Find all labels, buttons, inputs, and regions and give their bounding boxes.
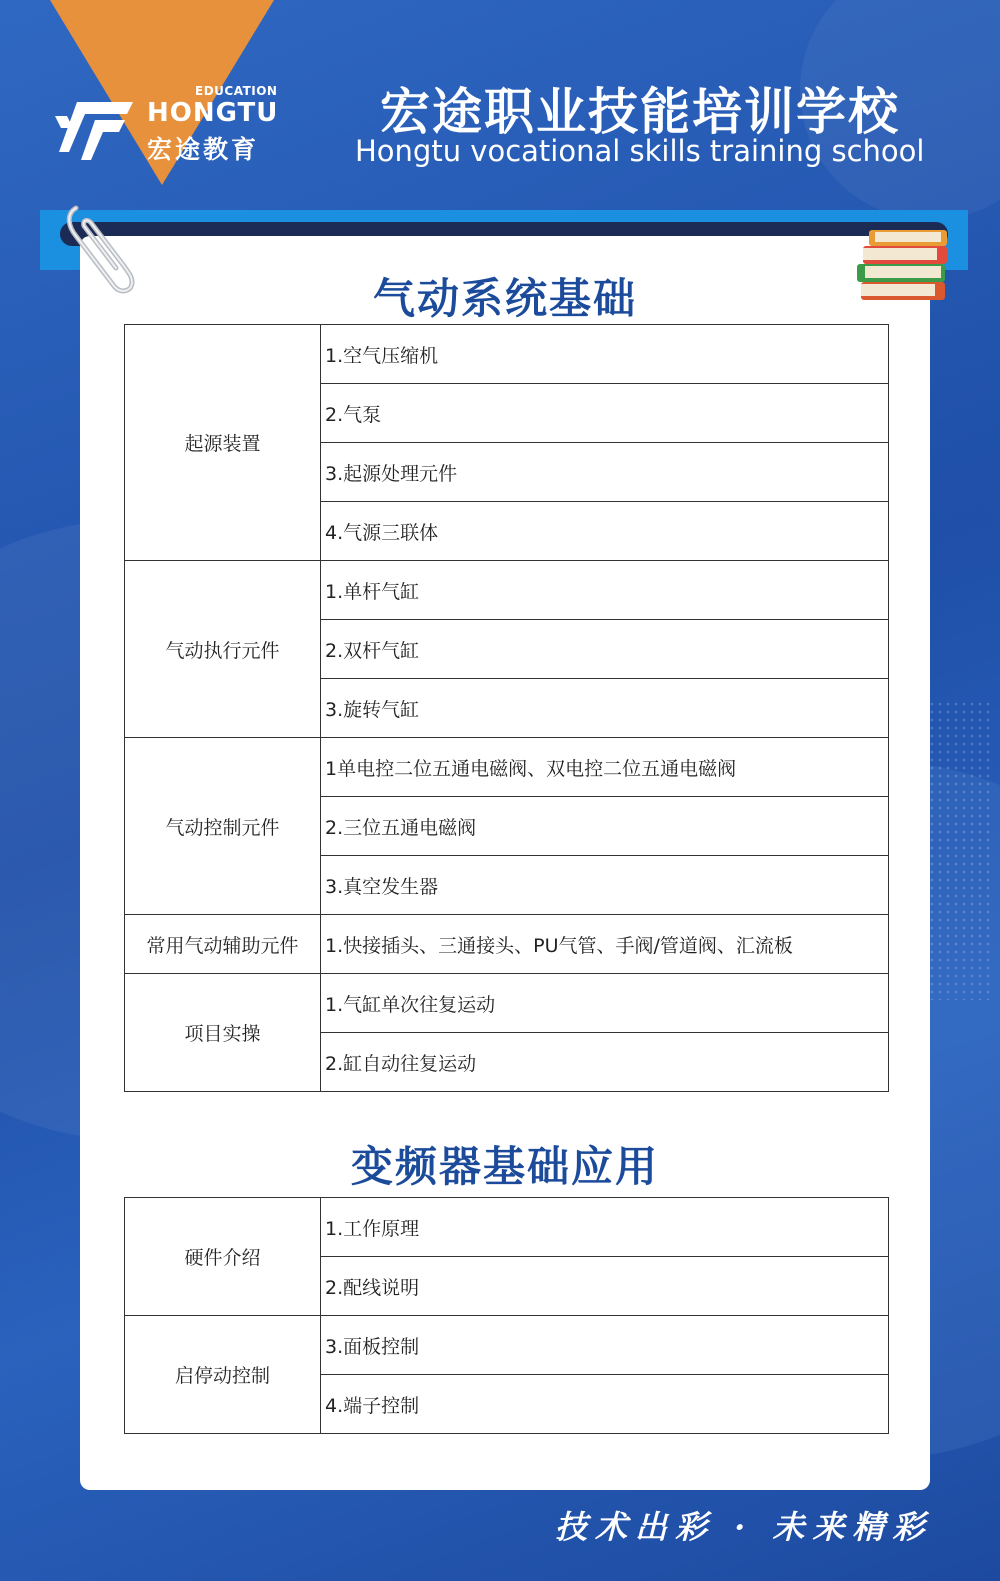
item-cell: 4.气源三联体 xyxy=(321,502,889,561)
bg-dot-pattern xyxy=(920,700,990,1000)
logo-education-text: EDUCATION xyxy=(195,84,278,98)
logo-mark-icon xyxy=(55,90,145,160)
table-row xyxy=(125,915,889,974)
table-row xyxy=(125,1316,889,1375)
item-cell: 1.空气压缩机 xyxy=(321,325,889,384)
item-cell: 3.起源处理元件 xyxy=(321,443,889,502)
category-cell: 常用气动辅助元件 xyxy=(125,915,321,974)
table-row xyxy=(125,325,889,384)
item-cell: 2.气泵 xyxy=(321,384,889,443)
item-cell: 3.面板控制 xyxy=(321,1316,889,1375)
category-cell: 启停动控制 xyxy=(125,1316,321,1434)
item-cell: 1.工作原理 xyxy=(321,1198,889,1257)
category-cell: 起源装置 xyxy=(125,325,321,561)
item-cell: 1.单杆气缸 xyxy=(321,561,889,620)
logo-chinese-text: 宏途教育 xyxy=(147,135,260,164)
item-cell: 1单电控二位五通电磁阀、双电控二位五通电磁阀 xyxy=(321,738,889,797)
table-row xyxy=(125,974,889,1033)
school-title: 宏途职业技能培训学校 xyxy=(380,83,900,141)
footer-slogan: 技术出彩 · 未来精彩 xyxy=(555,1508,933,1546)
table-row xyxy=(125,1198,889,1257)
school-subtitle: Hongtu vocational skills training school xyxy=(355,134,925,168)
category-cell: 项目实操 xyxy=(125,974,321,1092)
item-cell: 3.旋转气缸 xyxy=(321,679,889,738)
item-cell: 2.三位五通电磁阀 xyxy=(321,797,889,856)
table-row xyxy=(125,738,889,797)
category-cell: 气动执行元件 xyxy=(125,561,321,738)
section-title-pneumatics: 气动系统基础 xyxy=(372,274,637,323)
item-cell: 2.缸自动往复运动 xyxy=(321,1033,889,1092)
pneumatics-table xyxy=(124,324,889,1092)
item-cell: 1.气缸单次往复运动 xyxy=(321,974,889,1033)
inverter-table xyxy=(124,1197,889,1434)
table-row xyxy=(125,561,889,620)
item-cell: 2.配线说明 xyxy=(321,1257,889,1316)
category-cell: 气动控制元件 xyxy=(125,738,321,915)
logo-english-text: HONGTU xyxy=(147,98,279,128)
item-cell: 1.快接插头、三通接头、PU气管、手阀/管道阀、汇流板 xyxy=(321,915,889,974)
item-cell: 3.真空发生器 xyxy=(321,856,889,915)
item-cell: 4.端子控制 xyxy=(321,1375,889,1434)
section-title-inverter: 变频器基础应用 xyxy=(350,1142,659,1191)
category-cell: 硬件介绍 xyxy=(125,1198,321,1316)
item-cell: 2.双杆气缸 xyxy=(321,620,889,679)
